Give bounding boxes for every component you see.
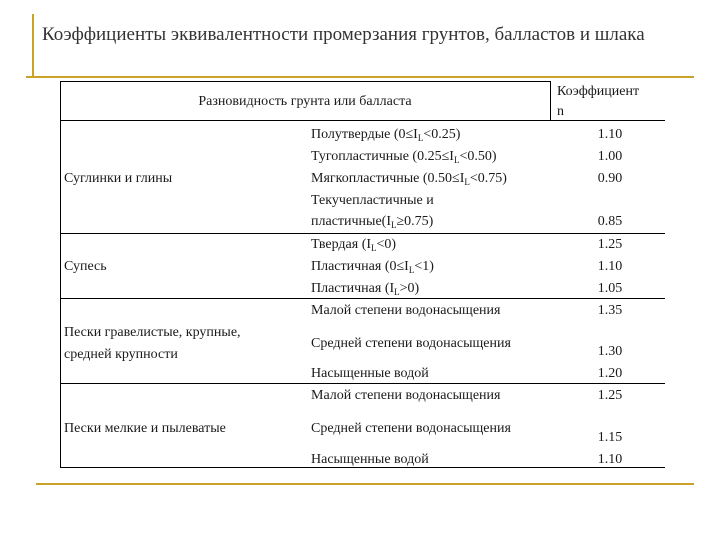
soil-condition: Насыщенные водой — [311, 452, 429, 467]
coefficient-value: 1.10 — [597, 259, 623, 274]
coefficient-value: 1.30 — [597, 344, 623, 359]
soil-condition: $пластичные(I_L\ge 0.75)$ — [311, 214, 434, 230]
table-row-separator — [60, 383, 665, 384]
accent-top-rule — [26, 76, 694, 78]
coefficient-value: 1.25 — [597, 388, 623, 403]
accent-bottom-rule — [36, 483, 694, 485]
coefficient-value: 1.25 — [597, 237, 623, 252]
soil-condition: Насыщенные водой — [311, 366, 429, 381]
soil-condition: Малой степени водонасыщения — [311, 388, 501, 403]
table-row-separator — [60, 233, 665, 234]
coefficient-value: 0.90 — [597, 171, 623, 186]
soil-condition: Мягкопластичные $(0.50\le I_L<0.75)$ — [311, 171, 507, 187]
coefficient-value: 1.10 — [597, 127, 623, 142]
coefficient-value: 1.05 — [597, 281, 623, 296]
coefficient-value: 1.20 — [597, 366, 623, 381]
coefficient-value: 0.85 — [597, 214, 623, 229]
coefficient-value: 1.35 — [597, 303, 623, 318]
soil-condition: Пластичная $(0\le I_L<1)$ — [311, 259, 434, 275]
table-left-border — [60, 81, 61, 468]
soil-condition: Текучепластичные и — [311, 193, 434, 208]
group-name: Суглинки и глины — [64, 171, 173, 186]
accent-vertical-rule — [32, 14, 34, 76]
soil-condition: Тугопластичные $(0.25\le I_L<0.50)$ — [311, 149, 497, 165]
coefficient-value: 1.15 — [597, 430, 623, 445]
group-name: Пески мелкие и пылеватые — [64, 421, 226, 436]
soil-condition: Полутвердые $(0\le I_L<0.25)$ — [311, 127, 461, 143]
table-header-divider — [550, 81, 551, 121]
header-coefficient: Коэффициент — [557, 84, 640, 99]
table-row-separator — [60, 298, 665, 299]
slide-title: Коэффициенты эквивалентности промерзания грунтов, балластов и шлака — [42, 24, 645, 45]
coefficient-value: 1.10 — [597, 452, 623, 467]
table-top-border — [60, 81, 550, 82]
soil-condition: Твердая $(I_L<0)$ — [311, 237, 397, 253]
group-name: Супесь — [64, 259, 107, 274]
group-name: средней крупности — [64, 347, 178, 362]
table-header-separator — [60, 120, 665, 121]
soil-condition: Средней степени водонасыщения — [311, 421, 511, 436]
header-type: Разновидность грунта или балласта — [198, 94, 412, 109]
soil-condition: Пластичная $(I_L>0)$ — [311, 281, 420, 297]
header-coefficient-symbol: n — [557, 104, 564, 119]
group-name: Пески гравелистые, крупные, — [64, 325, 241, 340]
coefficient-value: 1.00 — [597, 149, 623, 164]
soil-condition: Средней степени водонасыщения — [311, 336, 511, 351]
soil-condition: Малой степени водонасыщения — [311, 303, 501, 318]
